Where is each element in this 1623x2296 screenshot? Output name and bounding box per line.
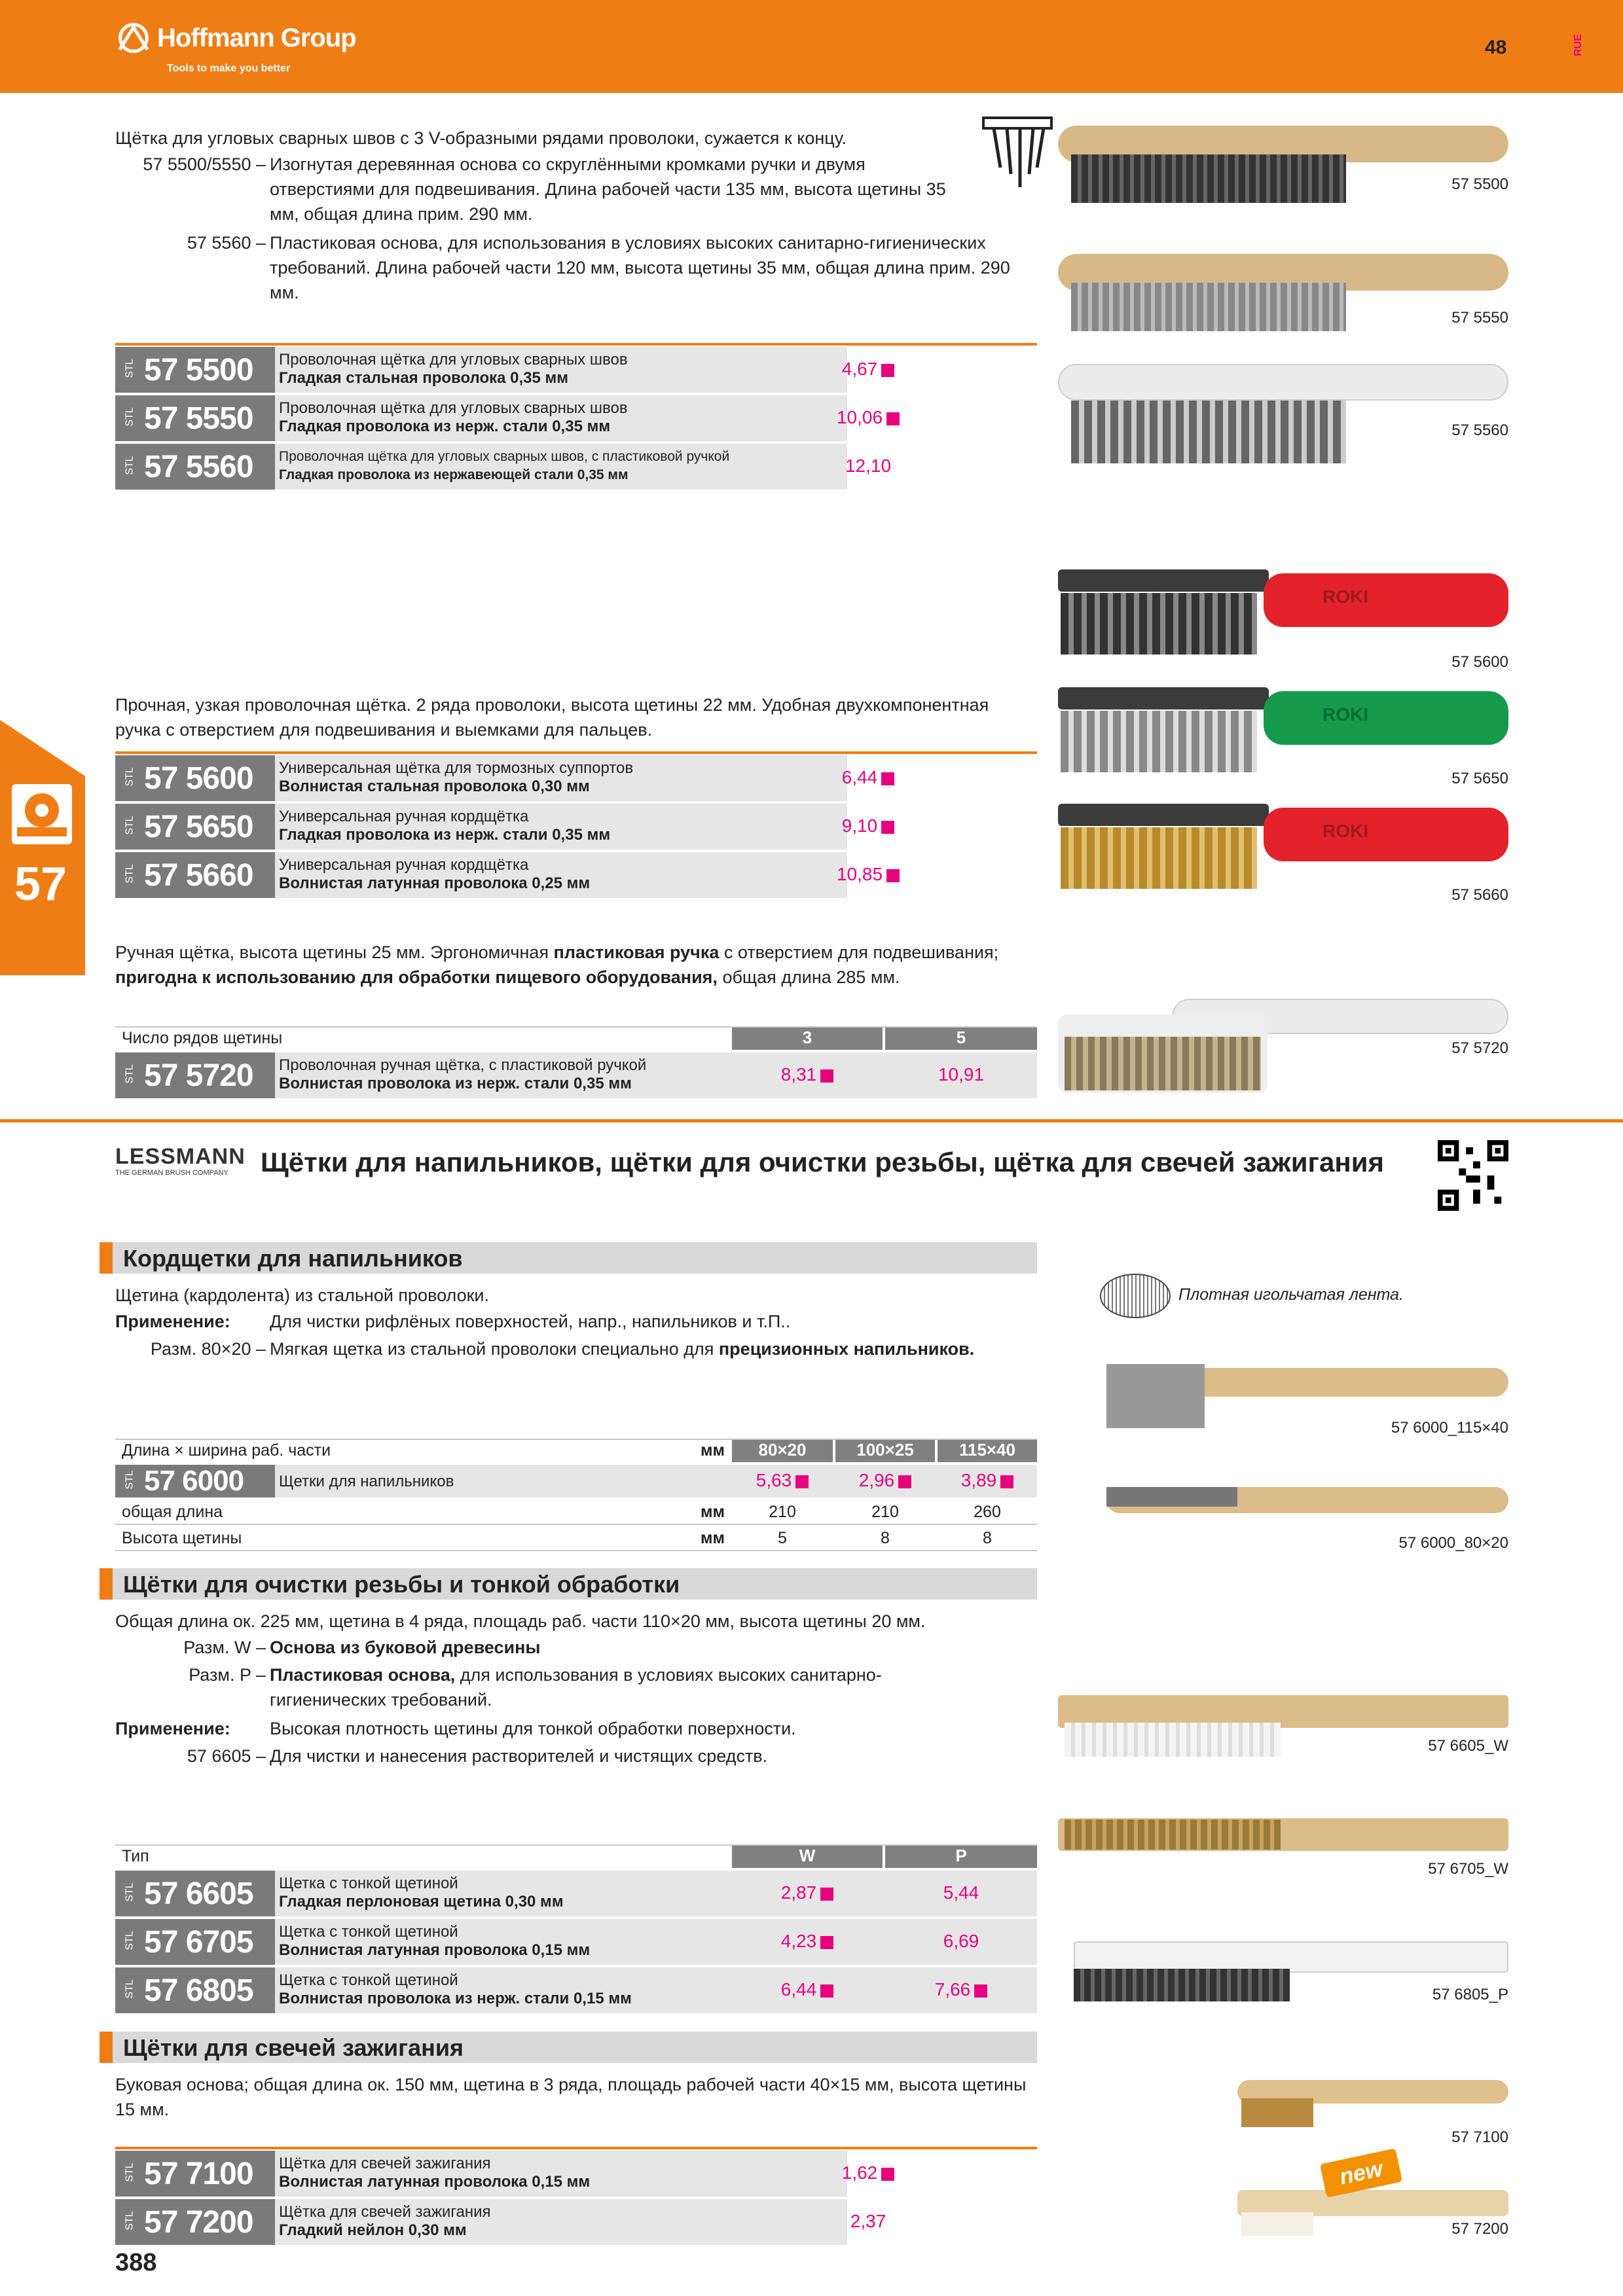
- row-desc2: Гладкий нейлон 0,30 мм: [279, 2221, 467, 2239]
- table-row[interactable]: [115, 804, 1037, 850]
- page-number-top: 48: [1485, 37, 1507, 58]
- product-code: 57 5500: [144, 353, 253, 387]
- new-badge: new: [1320, 2148, 1402, 2197]
- file-line1: Щетина (кардолента) из стальной проволоки.: [115, 1285, 490, 1305]
- row-desc2: Волнистая проволока из нерж. стали 0,35 мм: [279, 1075, 632, 1092]
- brush-grip-575650: [1264, 691, 1508, 745]
- note-lead: 57 6605 –: [187, 1746, 266, 1766]
- price-marker-icon: [881, 364, 894, 377]
- stl-label: STL: [124, 359, 136, 378]
- bristles: [1061, 711, 1257, 772]
- row-desc1: Щётка для свечей зажигания: [279, 2155, 491, 2172]
- type-label: Тип: [122, 1847, 149, 1865]
- brush-grip-575600: [1264, 573, 1508, 627]
- block1-note1-text: Изогнутая деревянная основа со скруглёнными кромками ручки и двумя отверстиями для подвешивания. Длина рабочей части 135 мм, высота щетины 35 мм, общая длина прим. 290 мм.: [270, 154, 946, 224]
- bristles: [1241, 2098, 1313, 2127]
- table-row[interactable]: [115, 1967, 1037, 2013]
- row-price: 10,85: [770, 864, 966, 885]
- product-code: 57 6000: [144, 1465, 244, 1497]
- row-desc2: Гладкая стальная проволока 0,35 мм: [279, 369, 569, 387]
- image-label: 57 5720: [1451, 1039, 1508, 1057]
- spec-value: 8: [983, 1529, 992, 1547]
- stl-label: STL: [124, 816, 136, 835]
- spec-unit: мм: [701, 1503, 725, 1521]
- row-desc1: Проволочная ручная щётка, с пластиковой ручкой: [279, 1056, 647, 1074]
- bristles: [1065, 1820, 1281, 1850]
- p-text: Пластиковая основа, для использования в условиях высоких санитарно-гигиенических требований.: [270, 1665, 882, 1710]
- row-desc2: Гладкая проволока из нерж. стали 0,35 мм: [279, 826, 611, 844]
- handle-brand: ROKI: [1322, 586, 1368, 607]
- application-label: Применение:: [115, 1312, 230, 1331]
- column-head: 3: [732, 1028, 883, 1050]
- block1-table: [115, 347, 1037, 490]
- table-row[interactable]: [115, 1871, 1037, 1916]
- size-text: Мягкая щетка из стальной проволоки специально для прецизионных напильников.: [270, 1339, 975, 1359]
- bristles: [1071, 283, 1346, 331]
- handle-brand: ROKI: [1322, 704, 1368, 725]
- table-row[interactable]: [115, 1465, 1037, 1498]
- product-code: 57 7200: [144, 2205, 253, 2240]
- image-label: 57 6705_W: [1428, 1860, 1508, 1878]
- thread-line1: Общая длина ок. 225 мм, щетина в 4 ряда, площадь раб. части 110×20 мм, высота щетины 20 мм.: [115, 1611, 926, 1631]
- handle-brand: ROKI: [1322, 821, 1368, 841]
- image-label: 57 6000_115×40: [1391, 1419, 1508, 1437]
- block1-intro: Щётка для угловых сварных швов с 3 V-образными рядами проволоки, сужается к концу.: [115, 128, 847, 148]
- column-head: P: [885, 1846, 1037, 1868]
- product-code: 57 6705: [144, 1925, 253, 1960]
- section-title: Щётки для напильников, щётки для очистки резьбы, щётка для свечей зажигания: [261, 1147, 1385, 1177]
- row-desc1: Щётка для свечей зажигания: [279, 2203, 491, 2221]
- section-rule: [0, 1119, 1623, 1122]
- row-price: 12,10: [845, 456, 892, 476]
- price-marker-icon: [881, 772, 894, 785]
- table-rule: [115, 343, 1037, 346]
- bristles: [1071, 401, 1346, 463]
- price-marker-icon: [886, 869, 900, 882]
- column-head: 80×20: [732, 1440, 833, 1462]
- block1-note2-text: Пластиковая основа, для использования в условиях высоких санитарно-гигиенических требований. Длина рабочей части 120 мм, высота щетины 35 мм, общая длина прим. 290 мм.: [270, 233, 1010, 302]
- price-marker-icon: [898, 1475, 911, 1488]
- brand-name: Hoffmann Group: [157, 24, 356, 52]
- row-price: 6,69: [943, 1931, 979, 1951]
- row-desc1: Щетки для напильников: [279, 1473, 454, 1490]
- subsection-title: Щётки для очистки резьбы и тонкой обработки: [123, 1571, 680, 1598]
- image-label: 57 5550: [1451, 309, 1508, 327]
- product-code: 57 5650: [144, 810, 253, 844]
- row-price: 10,06: [770, 407, 966, 428]
- spec-row: [115, 1526, 1037, 1551]
- product-code: 57 5720: [144, 1058, 253, 1093]
- image-label: 57 5600: [1451, 653, 1508, 671]
- table-row[interactable]: [115, 444, 1037, 490]
- row-price: 5,63: [732, 1470, 833, 1491]
- row-desc1: Универсальная ручная кордщётка: [279, 856, 529, 874]
- stl-label: STL: [124, 1064, 136, 1084]
- row-desc2: Гладкая перлоновая щетина 0,30 мм: [279, 1893, 564, 1910]
- bristles: [1074, 1969, 1290, 2001]
- price-marker-icon: [820, 1069, 833, 1083]
- subsection-title: Щётки для свечей зажигания: [123, 2034, 464, 2061]
- row-price: 5,44: [943, 1882, 979, 1903]
- application-label: Применение:: [115, 1719, 230, 1738]
- row-desc2: Гладкая проволока из нержавеющей стали 0,35 мм: [279, 467, 629, 482]
- v-rows-icon: [981, 115, 1054, 198]
- row-price: 3,89: [938, 1470, 1037, 1491]
- bristles: [1241, 2212, 1313, 2236]
- column-head: W: [732, 1846, 883, 1868]
- spec-value: 5: [778, 1529, 787, 1547]
- block1-note1-lead: 57 5500/5550 –: [143, 154, 266, 174]
- lessmann-logo: LESSMANN: [115, 1144, 246, 1169]
- table-row[interactable]: [115, 2151, 1037, 2197]
- stl-label: STL: [124, 1979, 136, 1999]
- size-lead: Разм. 80×20 –: [150, 1339, 266, 1359]
- row-desc1: Щетка с тонкой щетиной: [279, 1971, 458, 1989]
- chapter-number: 57: [14, 858, 67, 910]
- row-price: 9,10: [770, 816, 966, 836]
- image-label: 57 5660: [1451, 886, 1508, 904]
- spec-value: 260: [974, 1503, 1001, 1521]
- table-rule: [115, 2147, 1037, 2149]
- bristles: [1071, 154, 1346, 203]
- price-marker-icon: [795, 1475, 809, 1488]
- stl-label: STL: [124, 2211, 136, 2231]
- row-price: 10,91: [938, 1064, 985, 1085]
- row-desc1: Щетка с тонкой щетиной: [279, 1923, 458, 1941]
- table-row[interactable]: [115, 755, 1037, 801]
- image-label: 57 5500: [1451, 175, 1508, 193]
- product-code: 57 5600: [144, 761, 253, 796]
- table-row[interactable]: [115, 395, 1037, 441]
- row-price: 8,31: [732, 1064, 883, 1085]
- spark-table: [115, 2151, 1037, 2245]
- stl-label: STL: [124, 1882, 136, 1902]
- page-number: 388: [115, 2249, 157, 2276]
- cutting-disc-icon: [12, 784, 72, 844]
- brush-handle-575660: [1058, 804, 1269, 826]
- icon-caption: Плотная игольчатая лента.: [1178, 1285, 1404, 1304]
- chapter-tab: [0, 720, 85, 975]
- lessmann-tagline: THE GERMAN BRUSH COMPANY: [115, 1169, 228, 1177]
- brush-image-576805-p: [1074, 1941, 1508, 1973]
- product-code: 57 6805: [144, 1973, 253, 2008]
- application-text: Для чистки рифлёных поверхностей, напр., напильников и т.П..: [270, 1312, 791, 1331]
- spec-label: Высота щетины: [122, 1529, 242, 1547]
- row-desc1: Проволочная щётка для угловых сварных швов: [279, 351, 628, 368]
- spec-label: общая длина: [122, 1503, 223, 1521]
- language-code: RUE: [1572, 34, 1584, 56]
- application-text: Высокая плотность щетины для тонкой обработки поверхности.: [270, 1719, 796, 1738]
- row-price: 4,23: [732, 1931, 883, 1952]
- row-price: 2,87: [732, 1882, 883, 1903]
- row-desc2: Волнистая латунная проволока 0,15 мм: [279, 2173, 591, 2191]
- row-price: 4,67: [770, 359, 966, 380]
- price-marker-icon: [886, 412, 900, 425]
- bristles: [1106, 1364, 1205, 1428]
- rows-count-label: Число рядов щетины: [122, 1029, 283, 1047]
- brush-image-575560: [1058, 364, 1508, 401]
- stl-label: STL: [124, 456, 136, 475]
- row-desc1: Универсальная щётка для тормозных суппортов: [279, 759, 634, 777]
- table-row[interactable]: [115, 2199, 1037, 2245]
- dimension-label: Длина × ширина раб. части: [122, 1441, 331, 1460]
- bristles: [1061, 827, 1257, 889]
- spec-value: 210: [769, 1503, 796, 1521]
- stl-label: STL: [124, 1931, 136, 1950]
- row-desc1: Универсальная ручная кордщётка: [279, 808, 529, 825]
- image-label: 57 6605_W: [1428, 1737, 1508, 1755]
- table-rule: [115, 751, 1037, 754]
- thread-table: [115, 1871, 1037, 2013]
- subsection-title: Кордщетки для напильников: [123, 1245, 463, 1272]
- product-code: 57 7100: [144, 2157, 253, 2191]
- table-row[interactable]: [115, 1052, 1037, 1098]
- price-marker-icon: [1000, 1475, 1013, 1488]
- price-marker-icon: [974, 1984, 987, 1998]
- row-desc2: Волнистая стальная проволока 0,30 мм: [279, 778, 590, 795]
- row-desc1: Проволочная щётка для угловых сварных швов, с пластиковой ручкой: [279, 449, 730, 464]
- w-text: Основа из буковой древесины: [270, 1638, 541, 1657]
- spark-line1: Буковая основа; общая длина ок. 150 мм, щетина в 3 ряда, площадь рабочей части 40×15 мм, высота щетины 15 мм.: [115, 2075, 1027, 2119]
- bristles: [1106, 1487, 1237, 1507]
- price-marker-icon: [881, 821, 894, 834]
- price-marker-icon: [820, 1936, 833, 1949]
- row-price: 2,96: [835, 1470, 935, 1491]
- brush-handle-575600: [1058, 569, 1269, 592]
- row-price: 6,44: [770, 767, 966, 788]
- spec-row: [115, 1500, 1037, 1525]
- bristles: [1065, 1723, 1281, 1757]
- spec-value: 8: [881, 1529, 890, 1547]
- brush-handle-575650: [1058, 687, 1269, 709]
- row-desc1: Проволочная щётка для угловых сварных швов: [279, 399, 628, 417]
- qr-code-icon[interactable]: [1438, 1140, 1508, 1211]
- table-row[interactable]: [115, 347, 1037, 393]
- row-desc2: Волнистая латунная проволока 0,15 мм: [279, 1941, 591, 1959]
- price-marker-icon: [820, 1984, 833, 1998]
- column-head: 100×25: [835, 1440, 935, 1462]
- block1-note2-lead: 57 5560 –: [187, 233, 266, 253]
- row-price: 2,37: [850, 2211, 886, 2231]
- bristles: [1061, 593, 1257, 655]
- price-marker-icon: [881, 2168, 894, 2181]
- bristles: [1065, 1037, 1261, 1090]
- unit-label: мм: [701, 1441, 725, 1460]
- row-desc2: Гладкая проволока из нерж. стали 0,35 мм: [279, 418, 611, 435]
- image-label: 57 5560: [1451, 422, 1508, 439]
- image-label: 57 6805_P: [1432, 1986, 1508, 2003]
- row-desc2: Волнистая латунная проволока 0,25 мм: [279, 874, 591, 892]
- stl-label: STL: [124, 864, 136, 884]
- block2-table: [115, 755, 1037, 898]
- p-lead: Разм. P –: [189, 1665, 266, 1685]
- stl-label: STL: [124, 2162, 136, 2182]
- spec-unit: мм: [701, 1529, 725, 1547]
- stl-label: STL: [124, 407, 136, 427]
- needle-strip-icon: [1100, 1274, 1171, 1318]
- product-code: 57 5660: [144, 858, 253, 893]
- note-text: Для чистки и нанесения растворителей и чистящих средств.: [270, 1746, 768, 1766]
- brand-tagline: Tools to make you better: [167, 63, 291, 74]
- row-price: 6,44: [732, 1979, 883, 2000]
- hoffmann-logo-icon: [115, 22, 152, 54]
- product-code: 57 6605: [144, 1876, 253, 1911]
- image-label: 57 6000_80×20: [1398, 1534, 1508, 1552]
- column-head: 5: [885, 1028, 1037, 1050]
- row-price: 1,62: [770, 2162, 966, 2183]
- table-row[interactable]: [115, 1919, 1037, 1965]
- block3-intro: Ручная щётка, высота щетины 25 мм. Эргономичная пластиковая ручка с отверстием для подвешивания; пригодна к использованию для обработки пищевого оборудования, общая длина 285 мм.: [115, 942, 999, 987]
- image-label: 57 7100: [1451, 2128, 1508, 2146]
- stl-label: STL: [124, 1470, 136, 1490]
- image-label: 57 5650: [1451, 770, 1508, 787]
- column-head: 115×40: [938, 1440, 1037, 1462]
- table-row[interactable]: [115, 852, 1037, 898]
- brush-grip-575660: [1264, 808, 1508, 861]
- stl-label: STL: [124, 767, 136, 787]
- w-lead: Разм. W –: [183, 1638, 266, 1657]
- block2-intro: Прочная, узкая проволочная щётка. 2 ряда проволоки, высота щетины 22 мм. Удобная двухкомпонентная ручка с отверстием для подвешивания и выемками для пальцев.: [115, 695, 989, 740]
- row-desc2: Волнистая проволока из нерж. стали 0,15 мм: [279, 1990, 632, 2007]
- row-desc1: Щетка с тонкой щетиной: [279, 1874, 458, 1892]
- product-code: 57 5560: [144, 450, 253, 484]
- image-label: 57 7200: [1451, 2220, 1508, 2238]
- spec-value: 210: [871, 1503, 899, 1521]
- price-marker-icon: [820, 1888, 833, 1901]
- product-code: 57 5550: [144, 401, 253, 436]
- row-price: 7,66: [885, 1979, 1037, 2000]
